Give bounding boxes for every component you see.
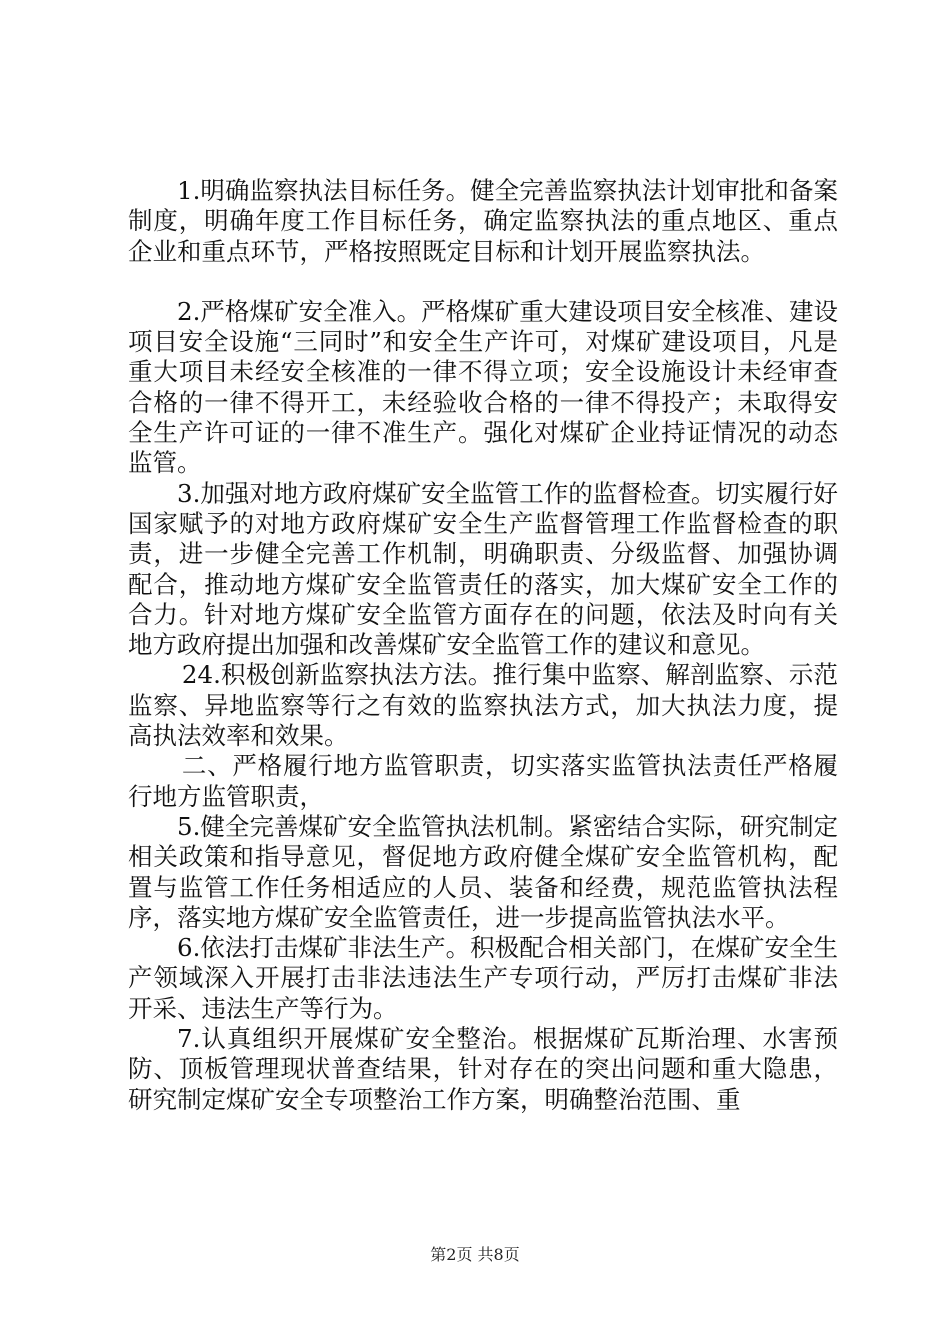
paragraph-item-6: 6.依法打击煤矿非法生产。积极配合相关部门，在煤矿安全生产领域深入开展打击非法违法生产专项行动，严厉打击煤矿非法开采、违法生产等行为。 [128,933,838,1023]
paragraph-item-5: 5.健全完善煤矿安全监管执法机制。紧密结合实际，研究制定相关政策和指导意见，督促地方政府健全煤矿安全监管机构，配置与监管工作任务相适应的人员、装备和经费，规范监管执法程序，落实地方煤矿安全监管责任，进一步提高监管执法水平。 [128,811,838,932]
paragraph-item-3: 3.加强对地方政府煤矿安全监管工作的监督检查。切实履行好国家赋予的对地方政府煤矿安全生产监督管理工作监督检查的职责，进一步健全完善工作机制，明确职责、分级监督、加强协调配合，推动地方煤矿安全监管责任的落实，加大煤矿安全工作的合力。针对地方煤矿安全监管方面存在的问题，依法及时向有关地方政府提出加强和改善煤矿安全监管工作的建议和意见。 [128,478,838,660]
paragraph-item-24: 24.积极创新监察执法方法。推行集中监察、解剖监察、示范监察、异地监察等行之有效的监察执法方式，加大执法力度，提高执法效率和效果。 [128,660,838,751]
paragraph-item-2: 2.严格煤矿安全准入。严格煤矿重大建设项目安全核准、建设项目安全设施“三同时”和安全生产许可，对煤矿建设项目，凡是重大项目未经安全核准的一律不得立项；安全设施设计未经审查合格的一律不得开工，未经验收合格的一律不得投产；未取得安全生产许可证的一律不准生产。强化对煤矿企业持证情况的动态监管。 [128,296,838,478]
paragraph-item-1: 1.明确监察执法目标任务。健全完善监察执法计划审批和备案制度，明确年度工作目标任务，确定监察执法的重点地区、重点企业和重点环节，严格按照既定目标和计划开展监察执法。 [128,176,838,266]
page-footer: 第2页 共8页 [430,1245,520,1264]
paragraph-item-7: 7.认真组织开展煤矿安全整治。根据煤矿瓦斯治理、水害预防、顶板管理现状普查结果，针对存在的突出问题和重大隐患，研究制定煤矿安全专项整治工作方案，明确整治范围、重 [128,1024,838,1114]
section-heading-2: 二、严格履行地方监管职责，切实落实监管执法责任严格履行地方监管职责， [128,751,838,811]
document-body [128,176,838,1115]
